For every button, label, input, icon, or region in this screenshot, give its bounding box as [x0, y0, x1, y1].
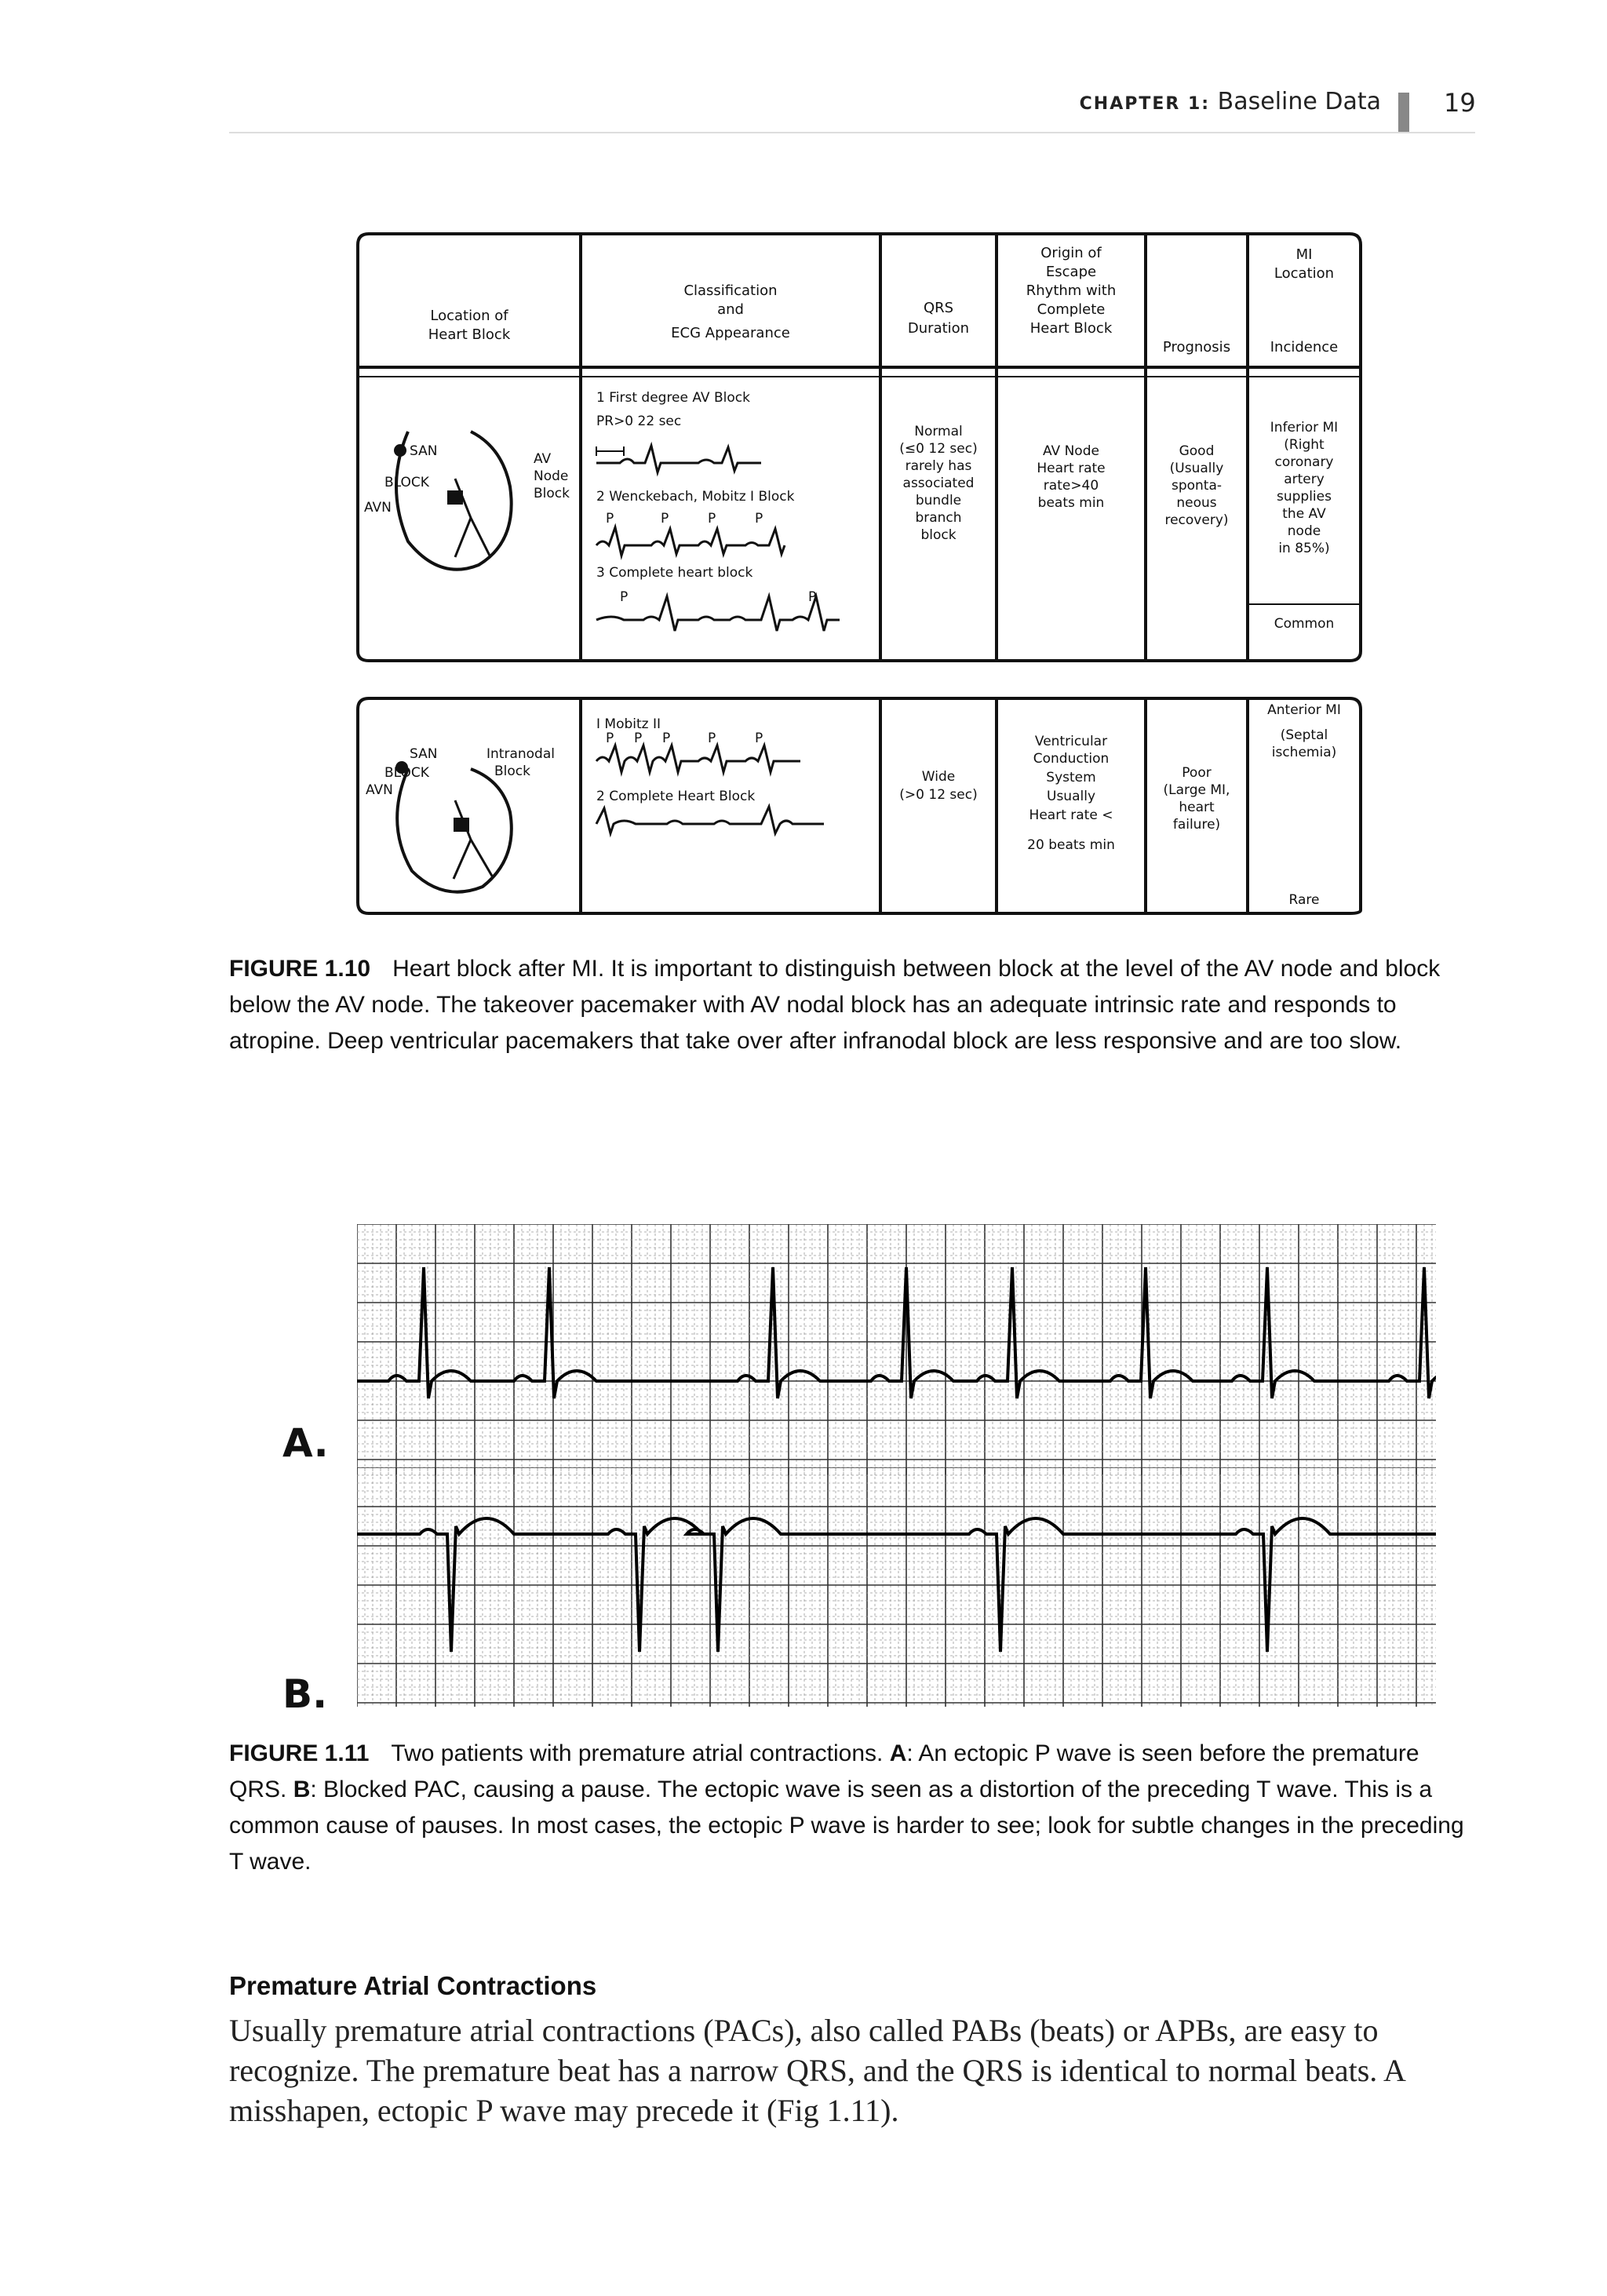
row2-mi-3: ischemia)	[1271, 745, 1337, 760]
row2-location-1: Intranodal	[486, 746, 555, 762]
col-header-location-1: Location of	[430, 308, 508, 324]
row1-prognosis-1: Good	[1179, 443, 1215, 459]
row2-origin-4: Usually	[1047, 789, 1095, 804]
row2-wave-p-5: P	[755, 731, 763, 746]
section-heading: Premature Atrial Contractions	[229, 1971, 597, 2000]
header-bar	[1398, 93, 1409, 133]
row1-mi-4: artery	[1284, 472, 1325, 487]
row2-san-label: SAN	[410, 746, 438, 762]
row2-origin-5: Heart rate <	[1029, 807, 1113, 823]
row1-block-label: BLOCK	[384, 475, 429, 490]
row1-qrs-1: Normal	[914, 424, 963, 439]
row1-location-1: AV	[534, 451, 552, 467]
col-header-qrs-1: QRS	[923, 300, 954, 316]
row1-wave-p-6: P	[808, 589, 817, 605]
row2-avn-label: AVN	[366, 782, 393, 798]
row1-qrs-2: (≤0 12 sec)	[899, 441, 978, 457]
row1-origin-1: AV Node	[1043, 443, 1099, 459]
figure-1-11-caption-b: : Blocked PAC, causing a pause. The ectopic wave is seen as a distortion of the preceding T wave. This is a common cause of pauses. In most cases, the ectopic P wave is harder to see; look for subtle changes in the preceding T wave.	[229, 1777, 1464, 1875]
row1-class-2: 2 Wenckebach, Mobitz I Block	[596, 489, 795, 505]
row2-mi-2: (Septal	[1280, 727, 1328, 743]
header-rule	[229, 132, 1475, 133]
ecg-strip-b	[357, 1467, 1436, 1707]
row1-san-label: SAN	[410, 443, 438, 459]
row1-mi-6: the AV	[1282, 506, 1326, 522]
col-header-qrs-2: Duration	[907, 320, 970, 337]
row1-qrs-7: block	[920, 527, 957, 543]
col-header-location-2: Heart Block	[428, 326, 511, 343]
row1-wave-p-5: P	[620, 589, 629, 605]
row1-prognosis-2: (Usually	[1169, 461, 1224, 476]
row1-origin-3: rate>40	[1043, 478, 1099, 494]
row1-wave-p-3: P	[708, 511, 716, 527]
col-header-origin-4: Complete	[1037, 301, 1106, 318]
col-header-class-2: and	[717, 301, 744, 318]
row2-origin-1: Ventricular	[1034, 734, 1108, 749]
figure-1-10-caption-text: Heart block after MI. It is important to distinguish between block at the level of the AV node and block below the AV node. The takeover pacemaker with AV nodal block has an adequate intrinsic rate and responds to atropine. Deep ventricular pacemakers that take over after infranodal block are less responsive and are too slow.	[229, 956, 1441, 1054]
row2-origin-2: Conduction	[1033, 751, 1110, 767]
row2-wave-p-2: P	[634, 731, 643, 746]
col-header-origin-2: Escape	[1045, 264, 1097, 280]
row2-incidence: Rare	[1288, 892, 1320, 908]
row2-qrs-1: Wide	[921, 769, 956, 785]
row1-mi-1: Inferior MI	[1270, 420, 1339, 436]
row1-mi-8: in 85%)	[1278, 541, 1330, 556]
figure-1-11-caption-a: : An ectopic P wave is seen before the premature QRS.	[229, 1740, 1419, 1802]
ecg-strip-a	[357, 1224, 1436, 1475]
col-header-mi-2: Location	[1274, 265, 1335, 282]
col-header-incidence: Incidence	[1270, 339, 1339, 355]
row2-wave-p-1: P	[606, 731, 614, 746]
row1-class-1-pr: PR>0 22 sec	[596, 414, 682, 429]
row1-mi-7: node	[1287, 523, 1321, 539]
row1-wave-p-4: P	[755, 511, 763, 527]
row1-mi-3: coronary	[1274, 454, 1334, 470]
row2-wave-p-3: P	[662, 731, 671, 746]
figure-1-10-table	[353, 228, 1365, 918]
row1-origin-4: beats min	[1037, 495, 1105, 511]
strip-b-label: B.	[282, 1671, 328, 1717]
row1-prognosis-4: neous	[1176, 495, 1217, 511]
running-head	[1020, 88, 1381, 115]
row1-qrs-3: rarely has	[905, 458, 972, 474]
row2-origin-3: System	[1046, 770, 1096, 785]
row2-location-2: Block	[494, 764, 530, 779]
section-body: Usually premature atrial contractions (PACs), also called PABs (beats) or APBs, are easy to recognize. The premature beat has a narrow QRS, and the QRS is identical to normal beats. A misshapen, ectopic P wave may precede it (Fig 1.11).	[229, 2013, 1405, 2128]
row2-class-2: 2 Complete Heart Block	[596, 789, 756, 804]
col-header-origin-1: Origin of	[1040, 245, 1102, 261]
row2-mi-1: Anterior MI	[1267, 702, 1341, 718]
row1-prognosis-3: sponta-	[1171, 478, 1223, 494]
chapter-title: Baseline Data	[1217, 88, 1381, 115]
col-header-origin-5: Heart Block	[1029, 320, 1113, 337]
figure-1-11-a-bold: A	[889, 1740, 907, 1766]
row1-origin-2: Heart rate	[1037, 461, 1106, 476]
figure-1-11-caption	[229, 1736, 1477, 1880]
row1-prognosis-5: recovery)	[1164, 512, 1229, 528]
row1-avn-label: AVN	[364, 500, 392, 516]
row2-origin-6: 20 beats min	[1027, 837, 1115, 853]
row2-prognosis-1: Poor	[1182, 765, 1212, 781]
row2-prognosis-4: failure)	[1172, 817, 1221, 833]
figure-1-11-caption-intro: Two patients with premature atrial contractions.	[391, 1740, 884, 1766]
figure-1-11-label: FIGURE 1.11	[229, 1740, 370, 1766]
chapter-label: CHAPTER 1:	[1079, 94, 1211, 114]
col-header-class-3: ECG Appearance	[671, 325, 790, 341]
col-header-mi-1: MI	[1295, 246, 1313, 263]
row2-prognosis-3: heart	[1179, 800, 1215, 815]
row1-qrs-5: bundle	[915, 493, 962, 508]
row1-wave-p-2: P	[661, 511, 669, 527]
row2-block-label: BLOCK	[384, 765, 429, 781]
figure-1-11-b-bold: B	[293, 1777, 311, 1802]
row1-mi-5: supplies	[1277, 489, 1332, 505]
row1-incidence: Common	[1274, 616, 1335, 632]
col-header-origin-3: Rhythm with	[1026, 282, 1117, 299]
page-number: 19	[1444, 88, 1476, 118]
figure-1-10-caption	[229, 951, 1477, 1059]
row2-prognosis-2: (Large MI,	[1163, 782, 1230, 798]
row1-mi-2: (Right	[1284, 437, 1325, 453]
col-header-class-1: Classification	[683, 282, 778, 299]
row1-class-1: 1 First degree AV Block	[596, 390, 750, 406]
row1-location-3: Block	[534, 486, 570, 501]
col-header-prognosis: Prognosis	[1162, 339, 1231, 355]
strip-a-label: A.	[282, 1420, 329, 1466]
row1-location-2: Node	[534, 468, 569, 484]
row2-qrs-2: (>0 12 sec)	[899, 787, 978, 803]
row2-wave-p-4: P	[708, 731, 716, 746]
figure-1-10-label: FIGURE 1.10	[229, 956, 371, 982]
row2-class-1: I Mobitz II	[596, 716, 661, 732]
row1-class-3: 3 Complete heart block	[596, 565, 753, 581]
row1-wave-p-1: P	[606, 511, 614, 527]
row1-qrs-6: branch	[915, 510, 962, 526]
row1-qrs-4: associated	[902, 476, 975, 491]
